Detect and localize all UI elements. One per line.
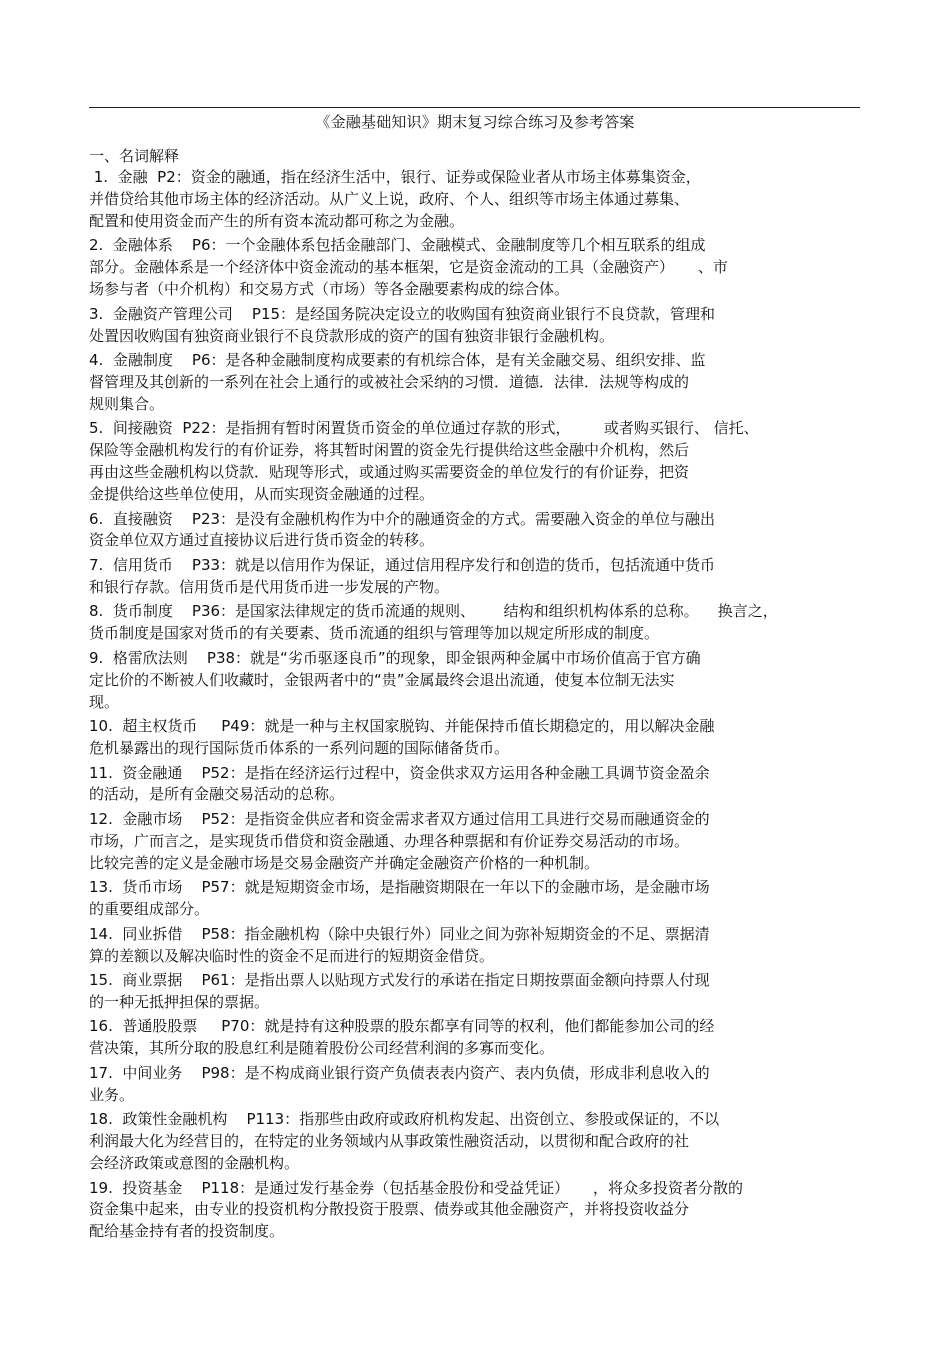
glossary-entry (89, 509, 869, 553)
glossary-entry-line: 的活动，是所有金融交易活动的总称。 (89, 785, 345, 804)
glossary-entry (89, 716, 869, 760)
glossary-entry-line: 危机暴露出的现行国际货币体系的一系列问题的国际储备货币。 (89, 739, 510, 757)
glossary-entry-line: 资金集中起来，由专业的投资机构分散投资于股票、债券或其他金融资产，并将投资收益分 (89, 1200, 690, 1219)
glossary-entry-line: 的一种无抵押担保的票据。 (89, 992, 270, 1011)
glossary-entry (89, 418, 869, 506)
glossary-entry-line: 的重要组成部分。 (89, 900, 210, 919)
glossary-entry-line: 1. 金融 P2：资金的融通，指在经济生活中，银行、证券或保险业者从市场主体募集资金， (89, 168, 701, 186)
glossary-entry-line: 资金单位双方通过直接协议后进行货币资金的转移。 (89, 531, 435, 550)
glossary-entry-line: 业务。 (89, 1085, 135, 1104)
glossary-entry-line: 12. 金融市场 P52：是指资金供应者和资金需求者双方通过信用工具进行交易而融通资金的 (89, 809, 710, 828)
glossary-entry-line: 和银行存款。信用货币是代用货币进一步发展的产物。 (89, 577, 450, 596)
glossary-entry-line: 保险等金融机构发行的有价证券，将其暂时闲置的资金先行提供给这些金融中介机构，然后 (89, 441, 690, 460)
glossary-entry-line: 场参与者（中介机构）和交易方式（市场）等各金融要素构成的综合体。 (89, 280, 570, 299)
page-title: 《金融基础知识》期末复习综合练习及参考答案 (315, 113, 635, 131)
glossary-entry-line: 16. 普通股股票 P70：就是持有这种股票的股东都享有同等的权利，他们都能参加公司的经 (89, 1017, 715, 1036)
glossary-entry (89, 1016, 869, 1060)
glossary-entry-line: 货币制度是国家对货币的有关要素、货币流通的组织与管理等加以规定所形成的制度。 (89, 624, 660, 643)
glossary-entry-line: 19. 投资基金 P118：是通过发行基金券（包括基金股份和受益凭证） ，将众多投资者分散的 (89, 1178, 743, 1197)
glossary-entry-line: 10. 超主权货币 P49：就是一种与主权国家脱钩、并能保持币值长期稳定的，用以解决金融 (89, 717, 715, 736)
glossary-entry-line: 18. 政策性金融机构 P113：指那些由政府或政府机构发起、出资创立、参股或保证的，不以 (89, 1110, 720, 1129)
glossary-entry-line: 营决策，其所分取的股息红利是随着股份公司经营利润的多寡而变化。 (89, 1039, 555, 1058)
glossary-entry-line: 利润最大化为经营目的，在特定的业务领域内从事政策性融资活动，以贯彻和配合政府的社 (89, 1132, 690, 1151)
glossary-entry-line: 9. 格雷欣法则 P38：就是“劣币驱逐良币”的现象，即金银两种金属中市场价值高于官方确 (89, 648, 701, 667)
glossary-list (89, 167, 869, 1246)
glossary-entry-line: 处置因收购国有独资商业银行不良贷款形成的资产的国有独资非银行金融机构。 (89, 326, 615, 345)
glossary-entry-line: 15. 商业票据 P61：是指出票人以贴现方式发行的承诺在指定日期按票面金额向持票人付现 (89, 971, 710, 990)
glossary-entry-line: 3. 金融资产管理公司 P15：是经国务院决定设立的收购国有独资商业银行不良贷款，管理和 (89, 304, 716, 323)
glossary-entry (89, 235, 869, 301)
glossary-entry-line: 比较完善的定义是金融市场是交易金融资产并确定金融资产价格的一种机制。 (89, 853, 600, 872)
glossary-entry-line: 现。 (89, 692, 120, 711)
header-rule (89, 107, 860, 108)
glossary-entry-line: 再由这些金融机构以贷款．贴现等形式，或通过购买需要资金的单位发行的有价证券，把资 (89, 463, 690, 482)
glossary-entry-line: 算的差额以及解决临时性的资金不足而进行的短期资金借贷。 (89, 946, 495, 965)
glossary-entry-line: 11. 资金融通 P52：是指在经济运行过程中，资金供求双方运用各种金融工具调节资金盈余 (89, 763, 710, 782)
glossary-entry (89, 167, 869, 233)
glossary-entry-line: 14. 同业拆借 P58：指金融机构（除中央银行外）同业之间为弥补短期资金的不足、票据清 (89, 924, 710, 943)
glossary-entry (89, 601, 869, 645)
glossary-entry-line: 2. 金融体系 P6：一个金融体系包括金融部门、金融模式、金融制度等几个相互联系的组成 (89, 236, 706, 255)
glossary-entry (89, 350, 869, 416)
glossary-entry-line: 6. 直接融资 P23：是没有金融机构作为中介的融通资金的方式。需要融入资金的单位与融出 (89, 509, 716, 528)
glossary-entry (89, 648, 869, 714)
glossary-entry (89, 763, 869, 807)
glossary-entry-line: 定比价的不断被人们收藏时，金银两者中的“贵”金属最终会退出流通，使复本位制无法实 (89, 670, 675, 689)
glossary-entry-line: 规则集合。 (89, 394, 165, 413)
glossary-entry-line: 8. 货币制度 P36：是国家法律规定的货币流通的规则、 结构和组织机构体系的总称。 换言之， (89, 602, 778, 621)
glossary-entry-line: 并借贷给其他市场主体的经济活动。从广义上说，政府、个人、组织等市场主体通过募集、 (89, 189, 690, 208)
glossary-entry-line: 配给基金持有者的投资制度。 (89, 1222, 285, 1241)
glossary-entry-line: 5. 间接融资 P22：是指拥有暂时闲置货币资金的单位通过存款的形式， 或者购买银行、 信托、 (89, 419, 759, 438)
glossary-entry (89, 877, 869, 921)
glossary-entry-line: 7. 信用货币 P33：就是以信用作为保证，通过信用程序发行和创造的货币，包括流通中货币 (89, 555, 716, 574)
glossary-entry-line: 部分。金融体系是一个经济体中资金流动的基本框架，它是资金流动的工具（金融资产） 、市 (89, 258, 728, 277)
glossary-entry (89, 304, 869, 348)
glossary-entry-line: 会经济政策或意图的金融机构。 (89, 1154, 300, 1173)
glossary-entry-line: 金提供给这些单位使用，从而实现资金融通的过程。 (89, 485, 435, 504)
glossary-entry-line: 13. 货币市场 P57：就是短期资金市场，是指融资期限在一年以下的金融市场，是金融市场 (89, 878, 710, 897)
section-heading: 一、名词解释 (89, 147, 180, 165)
glossary-entry-line: 4. 金融制度 P6：是各种金融制度构成要素的有机综合体，是有关金融交易、组织安排、监 (89, 351, 706, 370)
glossary-entry (89, 924, 869, 968)
glossary-entry (89, 1109, 869, 1175)
glossary-entry (89, 809, 869, 875)
glossary-entry-line: 17. 中间业务 P98：是不构成商业银行资产负债表表内资产、表内负债，形成非利息收入的 (89, 1063, 710, 1082)
glossary-entry (89, 1063, 869, 1107)
glossary-entry (89, 555, 869, 599)
glossary-entry-line: 配置和使用资金而产生的所有资本流动都可称之为金融。 (89, 211, 465, 230)
glossary-entry-line: 督管理及其创新的一系列在社会上通行的或被社会采纳的习惯．道德．法律．法规等构成的 (89, 372, 690, 391)
glossary-entry (89, 1178, 869, 1244)
glossary-entry (89, 970, 869, 1014)
glossary-entry-line: 市场，广而言之，是实现货币借贷和资金融通、办理各种票据和有价证券交易活动的市场。 (89, 831, 690, 850)
